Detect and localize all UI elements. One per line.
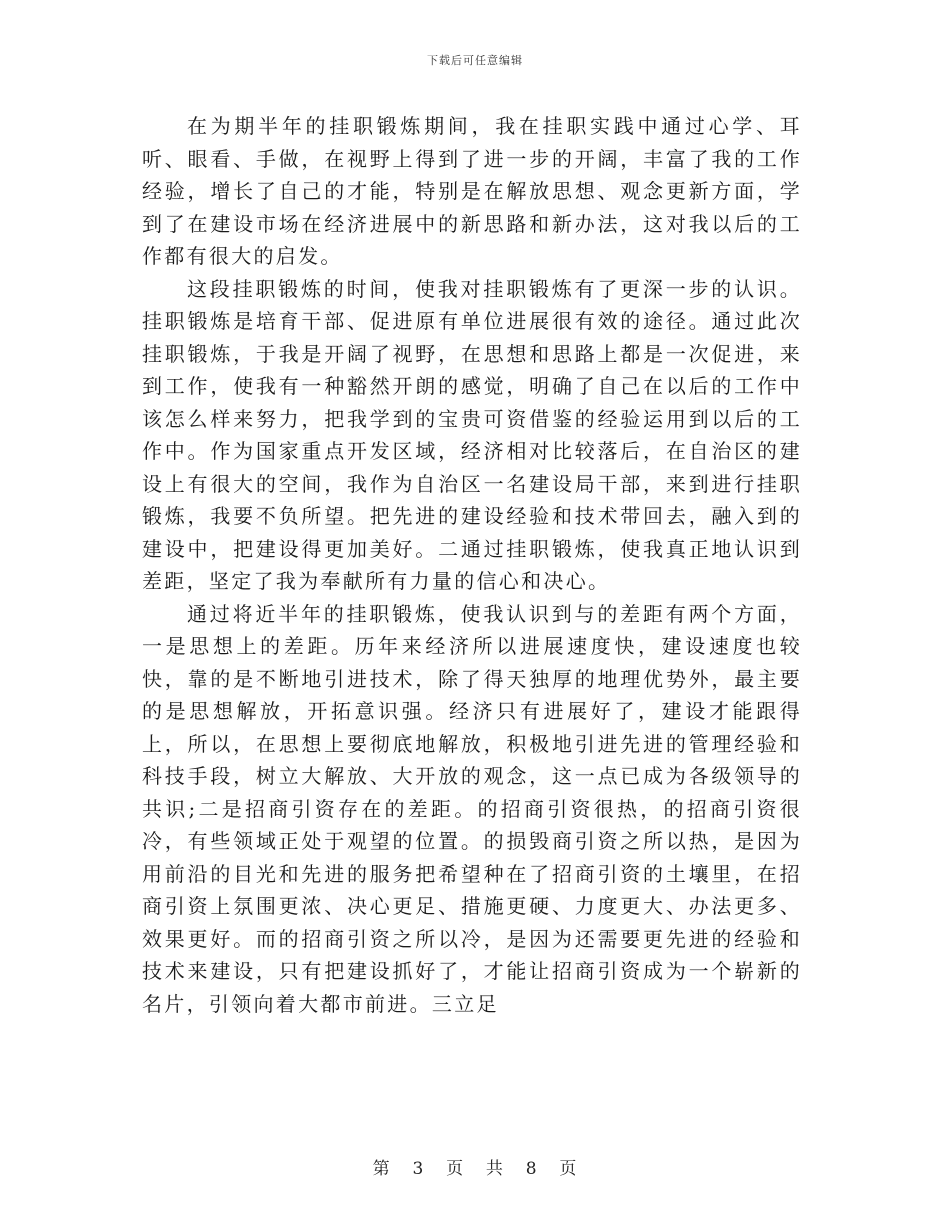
page-footer [0,1154,950,1179]
paragraph-2: 这段挂职锻炼的时间，使我对挂职锻炼有了更深一步的认识。挂职锻炼是培育干部、促进原有单位进展很有效的途径。通过此次挂职锻炼，于我是开阔了视野，在思想和思路上都是一次促进，来到工作，使我有一种豁然开朗的感觉，明确了自己在以后的工作中该怎么样来努力，把我学到的宝贵可资借鉴的经验运用到以后的工作中。作为国家重点开发区域，经济相对比较落后，在自治区的建设上有很大的空间，我作为自治区一名建设局干部，来到进行挂职锻炼，我要不负所望。把先进的建设经验和技术带回去，融入到的建设中，把建设得更加美好。二通过挂职锻炼，使我真正地认识到差距，坚定了我为奉献所有力量的信心和决心。 [142,276,802,593]
paragraph-3: 通过将近半年的挂职锻炼，使我认识到与的差距有两个方面，一是思想上的差距。历年来经济所以进展速度快，建设速度也较快，靠的是不断地引进技术，除了得天独厚的地理优势外，最主要的是思想解放，开拓意识强。经济只有进展好了，建设才能跟得上，所以，在思想上要彻底地解放，积极地引进先进的管理经验和科技手段，树立大解放、大开放的观念，这一点已成为各级领导的共识;二是招商引资存在的差距。的招商引资很热，的招商引资很冷，有些领域正处于观望的位置。的损毁商引资之所以热，是因为用前沿的目光和先进的服务把希望种在了招商引资的土壤里，在招商引资上氛围更浓、决心更足、措施更硬、力度更大、办法更多、效果更好。而的招商引资之所以冷，是因为还需要更先进的经验和技术来建设，只有把建设抓好了，才能让招商引资成为一个崭新的名片，引领向着大都市前进。三立足 [142,601,802,1016]
footer-label-total: 共 [485,1159,504,1179]
footer-current-page: 3 [412,1159,425,1179]
footer-label-page-unit: 页 [446,1159,465,1179]
paragraph-1: 在为期半年的挂职锻炼期间，我在挂职实践中通过心学、耳听、眼看、手做，在视野上得到了进一步的开阔，丰富了我的工作经验，增长了自己的才能，特别是在解放思想、观念更新方面，学到了在建设市场在经济进展中的新思路和新办法，这对我以后的工作都有很大的启发。 [142,114,802,268]
page-header-note: 下载后可任意编辑 [427,54,523,67]
footer-label-total-unit: 页 [559,1159,578,1179]
document-body [142,110,802,1020]
footer-total-pages: 8 [525,1159,538,1179]
footer-label-page: 第 [372,1159,391,1179]
